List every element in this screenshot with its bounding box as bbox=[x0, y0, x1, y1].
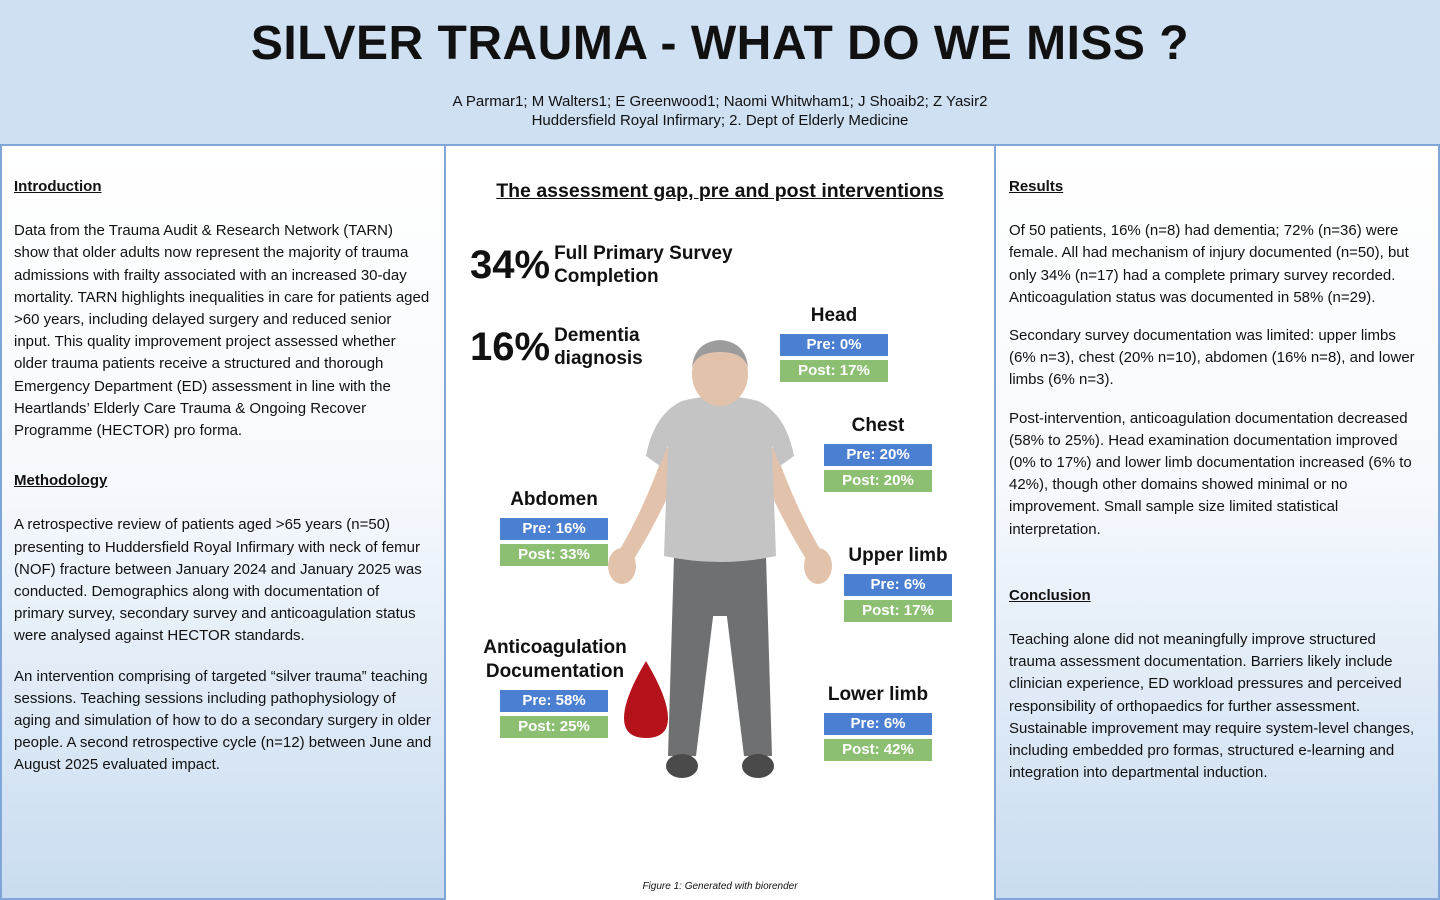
anticoagulation-name-line-1: Anticoagulation bbox=[483, 637, 627, 658]
region-lower-limb-name: Lower limb bbox=[827, 684, 929, 705]
region-abdomen-post: Post: 33% bbox=[500, 544, 608, 566]
region-abdomen-pre: Pre: 16% bbox=[500, 518, 608, 540]
primary-survey-label-line-2: Completion bbox=[554, 266, 659, 287]
primary-survey-label-line-1: Full Primary Survey bbox=[554, 243, 733, 264]
primary-survey-stat bbox=[470, 242, 733, 288]
dementia-stat bbox=[470, 324, 643, 370]
methodology-heading: Methodology bbox=[14, 472, 108, 490]
region-upper-limb-pre: Pre: 6% bbox=[844, 574, 952, 596]
methodology-text-2: An intervention comprising of targeted “silver trauma” teaching sessions. Teaching sessions including pathophysiology of aging and simulation of how to do a secondary surgery in older people. A second retrospective cycle (n=12) between June and August 2025 evaluated impact. bbox=[14, 667, 432, 774]
results-text-1: Of 50 patients, 16% (n=8) had dementia; 72% (n=36) were female. All had mechanism of injury documented (n=50), but only 34% (n=17) had a complete primary survey recorded. Anticoagulation status was documented in 58% (n=29). bbox=[1009, 222, 1409, 306]
region-anticoagulation-name bbox=[478, 636, 632, 684]
region-head-post: Post: 17% bbox=[780, 360, 888, 382]
region-head bbox=[780, 304, 888, 386]
right-column bbox=[994, 146, 1440, 900]
conclusion-text: Teaching alone did not meaningfully improve structured trauma assessment documentation. Barriers likely include clinician experience, ED workload pressures and perceived responsibility of orthopaedics for further assessment. Sustainable improvement may require system-level changes, including embedded pro formas, structured e-learning and integration into departmental induction. bbox=[1009, 631, 1415, 782]
region-chest-post: Post: 20% bbox=[824, 470, 932, 492]
results-text-3: Post-intervention, anticoagulation documentation decreased (58% to 25%). Head examination documentation improved (0% to 17%) and lower limb documentation increased (6% to 42%), though other domains showed minimal or no improvement. Small sample size limited statistical interpretation. bbox=[1009, 409, 1412, 538]
dementia-value: 16% bbox=[470, 325, 551, 369]
results-text-2: Secondary survey documentation was limited: upper limbs (6% n=3), chest (20% n=10), abdomen (16% n=8), and lower limbs (6% n=3). bbox=[1009, 327, 1415, 389]
region-chest-pre: Pre: 20% bbox=[824, 444, 932, 466]
figure-panel bbox=[446, 146, 994, 900]
dementia-label bbox=[554, 324, 643, 370]
author-block bbox=[0, 92, 1440, 130]
region-anticoagulation bbox=[478, 636, 632, 742]
shirt-icon bbox=[646, 396, 794, 562]
region-anticoagulation-pre: Pre: 58% bbox=[500, 690, 608, 712]
author-list: A Parmar1; M Walters1; E Greenwood1; Naomi Whitwham1; J Shoaib2; Z Yasir2 bbox=[452, 93, 988, 110]
region-lower-limb-pre: Pre: 6% bbox=[824, 713, 932, 735]
introduction-heading: Introduction bbox=[14, 178, 102, 195]
region-lower-limb-post: Post: 42% bbox=[824, 739, 932, 761]
poster-header bbox=[0, 0, 1440, 146]
introduction-text: Data from the Trauma Audit & Research Network (TARN) show that older adults now represent the majority of trauma admissions with frailty associated with an increased 30-day mortality. TARN highlights inequalities in care for patients aged >60 years, including delayed surgery and reduced senior input. This quality improvement project assessed whether older trauma patients receive a structured and thorough Emergency Department (ED) assessment in line with the Heartlands’ Elderly Care Trauma & Ongoing Recover Programme (HECTOR) pro forma. bbox=[14, 222, 430, 440]
region-lower-limb bbox=[824, 683, 932, 765]
figure-title: The assessment gap, pre and post interventions bbox=[496, 180, 944, 202]
region-abdomen-name: Abdomen bbox=[510, 489, 598, 510]
primary-survey-label bbox=[554, 242, 732, 288]
region-anticoagulation-post: Post: 25% bbox=[500, 716, 608, 738]
right-shoe-icon bbox=[742, 754, 774, 778]
region-abdomen bbox=[500, 488, 608, 570]
primary-survey-value: 34% bbox=[470, 243, 551, 287]
poster-title: SILVER TRAUMA - WHAT DO WE MISS ? bbox=[250, 17, 1190, 70]
region-upper-limb-post: Post: 17% bbox=[844, 600, 952, 622]
left-shoe-icon bbox=[666, 754, 698, 778]
region-head-pre: Pre: 0% bbox=[780, 334, 888, 356]
anticoagulation-name-line-2: Documentation bbox=[485, 661, 625, 682]
region-upper-limb-name: Upper limb bbox=[848, 545, 948, 566]
region-head-name: Head bbox=[810, 305, 858, 326]
figure-caption: Figure 1: Generated with biorender bbox=[642, 881, 798, 892]
dementia-label-line-1: Dementia bbox=[554, 325, 640, 346]
region-upper-limb bbox=[844, 544, 952, 626]
dementia-label-line-2: diagnosis bbox=[554, 348, 643, 369]
left-column bbox=[0, 146, 446, 900]
results-heading: Results bbox=[1009, 178, 1064, 195]
left-hand-icon bbox=[608, 548, 636, 584]
region-chest-name: Chest bbox=[851, 415, 905, 436]
region-chest bbox=[824, 414, 932, 496]
conclusion-heading: Conclusion bbox=[1009, 586, 1091, 604]
right-hand-icon bbox=[804, 548, 832, 584]
affiliation-list: Huddersfield Royal Infirmary; 2. Dept of Elderly Medicine bbox=[531, 112, 909, 129]
methodology-text-1: A retrospective review of patients aged >65 years (n=50) presenting to Huddersfield Royal Infirmary with neck of femur (NOF) fracture between January 2024 and January 2025 was conducted. Demographics along with documentation of primary survey, secondary survey and anticoagulation status were analysed against HECTOR standards. bbox=[14, 516, 422, 645]
